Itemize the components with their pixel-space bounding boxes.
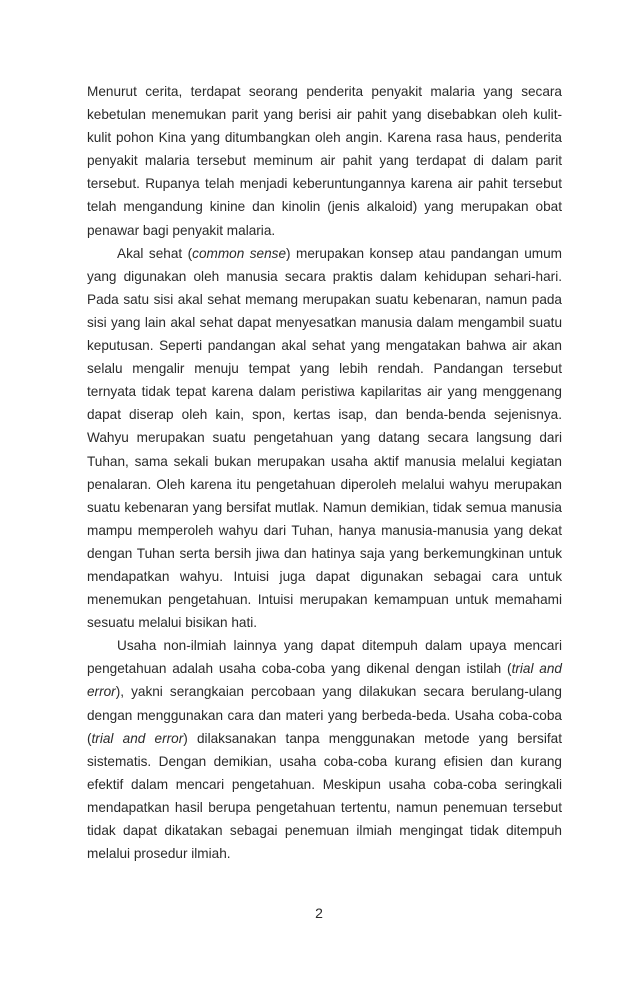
page-number: 2: [315, 905, 323, 921]
paragraph-malaria-story: [87, 80, 562, 242]
paragraph-text: ) merupakan konsep atau pandangan umum yang digunakan oleh manusia secara praktis dalam kehidupan sehari-hari. Pada satu sisi akal sehat memang merupakan suatu kebenaran, namun pada sisi yang lain akal sehat dapat menyesatkan manusia dalam mengambil suatu keputusan. Seperti pandangan akal sehat yang mengatakan bahwa air akan selalu mengalir menuju tempat yang lebih rendah. Pandangan tersebut ternyata tidak tepat karena dalam peristiwa kapilaritas air yang menggenang dapat diserap oleh kain, spon, kertas isap, dan benda-benda sejenisnya. Wahyu merupakan suatu pengetahuan yang datang secara langsung dari Tuhan, sama sekali bukan merupakan usaha aktif manusia melalui kegiatan penalaran. Oleh karena itu pengetahuan diperoleh melalui wahyu merupakan suatu kebenaran yang bersifat mutlak. Namun demikian, tidak semua manusia mampu memperoleh wahyu dari Tuhan, hanya manusia-manusia yang dekat dengan Tuhan serta bersih jiwa dan hatinya saja yang berkemungkinan untuk mendapatkan wahyu. Intuisi juga dapat digunakan sebagai cara untuk menemukan pengetahuan. Intuisi merupakan kemampuan untuk memahami sesuatu melalui bisikan hati.: [87, 245, 562, 631]
italic-term: trial and error: [91, 730, 184, 746]
paragraph-text: Usaha non-ilmiah lainnya yang dapat ditempuh dalam upaya mencari pengetahuan adalah usaha coba-coba yang dikenal dengan istilah (: [87, 638, 562, 677]
paragraph-text: Menurut cerita, terdapat seorang penderita penyakit malaria yang secara kebetulan menemukan parit yang berisi air pahit yang disebabkan oleh kulit-kulit pohon Kina yang ditumbangkan oleh angin. Karena rasa haus, penderita penyakit malaria tersebut meminum air pahit yang terdapat di dalam parit tersebut. Rupanya telah menjadi keberuntungannya karena air pahit tersebut telah mengandung kinine dan kinolin (jenis alkaloid) yang merupakan obat penawar bagi penyakit malaria.: [87, 84, 562, 238]
paragraph-trial-and-error: [87, 634, 562, 865]
paragraph-text: ), yakni serangkaian percobaan yang dilakukan secara berulang-ulang dengan menggunakan cara dan materi yang berbeda-beda. Usaha coba-coba (: [87, 684, 562, 746]
document-body: [87, 80, 562, 865]
paragraph-text: Akal sehat (: [117, 245, 193, 261]
paragraph-common-sense: [87, 242, 562, 635]
italic-term: trial and error: [87, 661, 562, 700]
paragraph-text: ) dilaksanakan tanpa menggunakan metode yang bersifat sistematis. Dengan demikian, usaha coba-coba kurang efisien dan kurang efektif dalam mencari pengetahuan. Meskipun usaha coba-coba seringkali mendapatkan hasil berupa pengetahuan tertentu, namun penemuan tersebut tidak dapat dikatakan sebagai penemuan ilmiah mengingat tidak ditempuh melalui prosedur ilmiah.: [87, 730, 562, 862]
italic-term: common sense: [192, 245, 287, 261]
